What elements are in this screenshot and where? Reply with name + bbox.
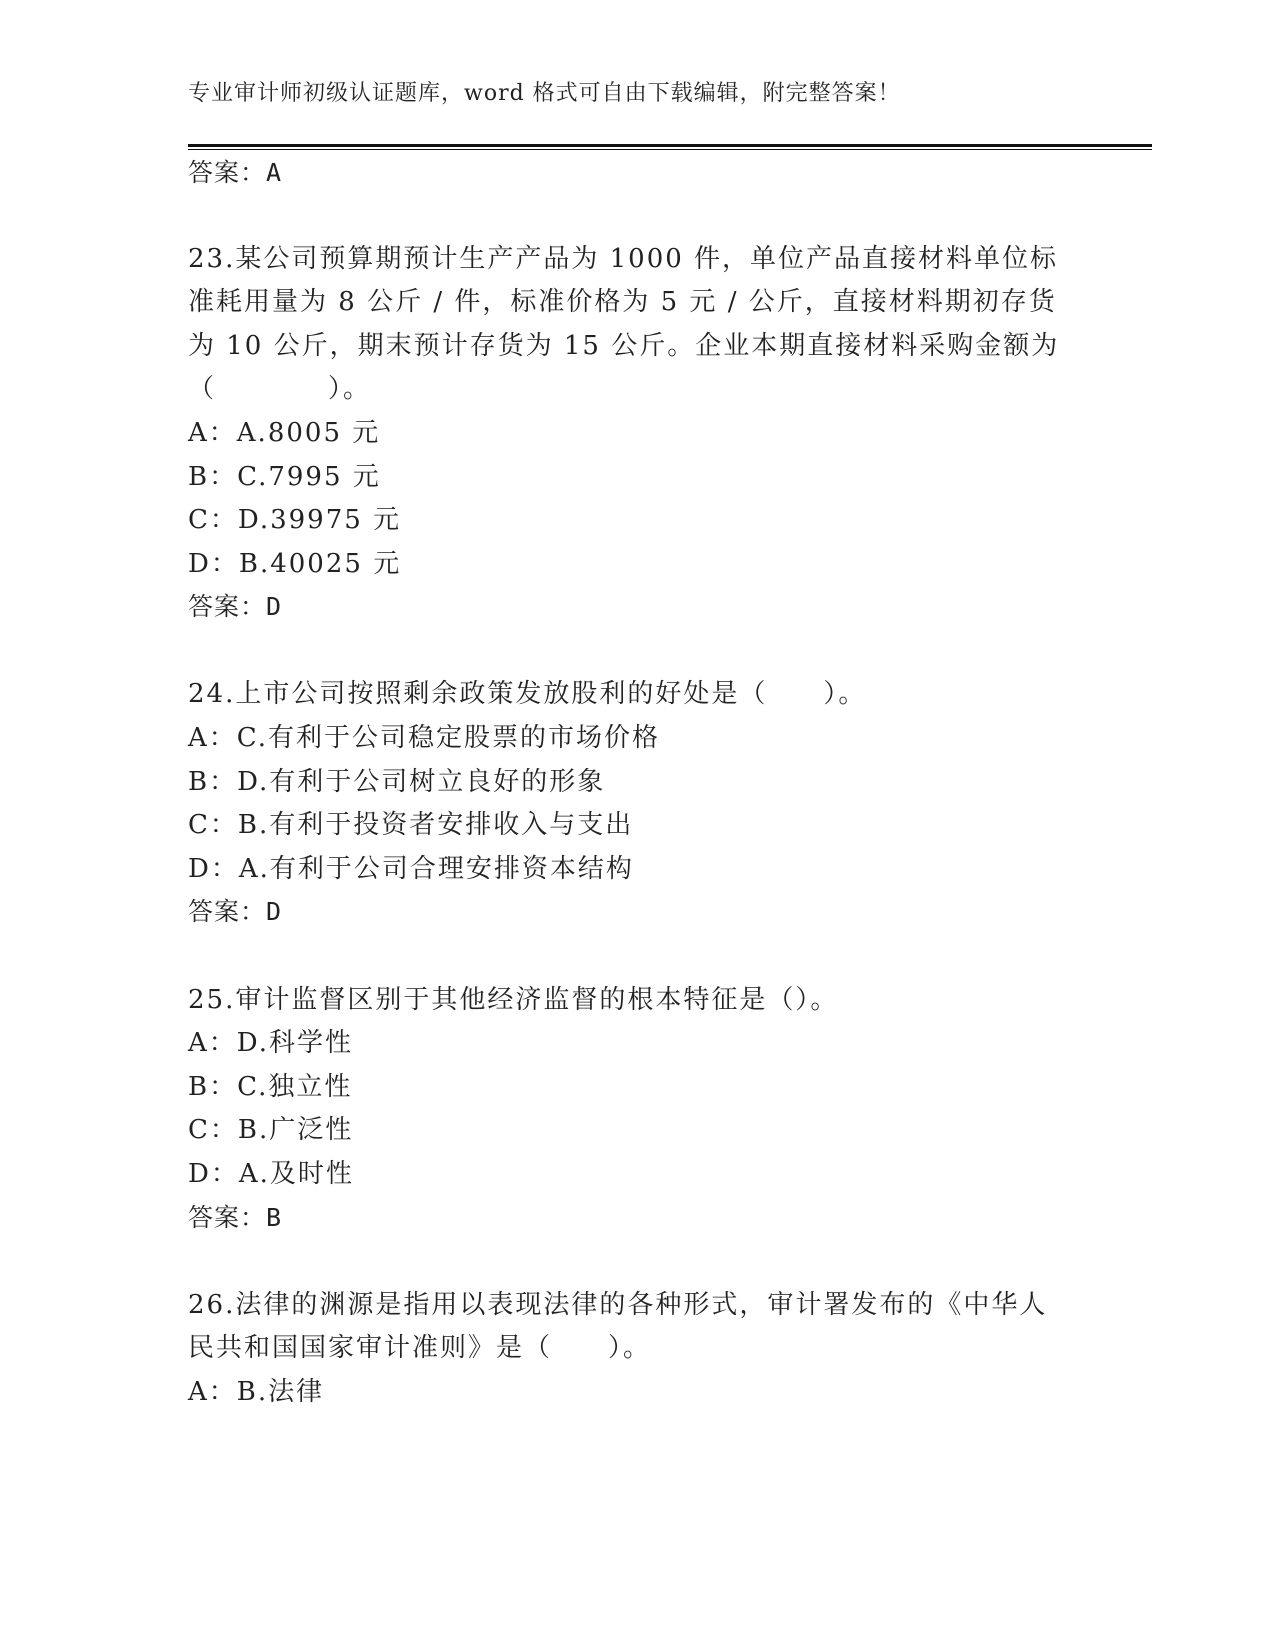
answer-value: A xyxy=(266,158,283,187)
option-a: A：C.有利于公司稳定股票的市场价格 xyxy=(188,723,661,753)
option-b: B：C.7995 元 xyxy=(188,462,381,492)
question-text-line: 25.审计监督区别于其他经济监督的根本特征是（）。 xyxy=(188,985,839,1015)
answer-value: D xyxy=(266,897,283,926)
answer-label: 答案： xyxy=(188,592,267,621)
header-rule-thin xyxy=(188,149,1152,150)
option-a: A：D.科学性 xyxy=(188,1028,353,1058)
option-a: A：A.8005 元 xyxy=(188,418,381,448)
option-d: D：A.及时性 xyxy=(188,1159,354,1189)
question-text-line: 准耗用量为 8 公斤 / 件，标准价格为 5 元 / 公斤，直接材料期初存货 xyxy=(188,287,1057,317)
option-c: C：B.有利于投资者安排收入与支出 xyxy=(188,810,634,840)
option-d: D：A.有利于公司合理安排资本结构 xyxy=(188,854,634,884)
option-c: C：B.广泛性 xyxy=(188,1115,354,1145)
option-b: B：C.独立性 xyxy=(188,1072,353,1102)
answer-line xyxy=(188,158,282,188)
question-text-line: 26.法律的渊源是指用以表现法律的各种形式，审计署发布的《中华人 xyxy=(188,1290,1048,1320)
header-rule-thick xyxy=(188,144,1152,147)
answer-line xyxy=(188,592,282,622)
option-a: A：B.法律 xyxy=(188,1377,325,1407)
question-text-line: 为 10 公斤，期末预计存货为 15 公斤。企业本期直接材料采购金额为 xyxy=(188,331,1060,361)
option-c: C：D.39975 元 xyxy=(188,505,402,535)
answer-value: D xyxy=(266,592,283,621)
question-text-line: （ ）。 xyxy=(188,374,372,404)
answer-label: 答案： xyxy=(188,158,267,187)
question-text-line: 民共和国国家审计准则》是（ ）。 xyxy=(188,1333,652,1363)
question-text-line: 24.上市公司按照剩余政策发放股利的好处是（ ）。 xyxy=(188,679,867,709)
header-text: 专业审计师初级认证题库，word 格式可自由下载编辑，附完整答案！ xyxy=(188,81,901,106)
question-text-line: 23.某公司预算期预计生产产品为 1000 件，单位产品直接材料单位标 xyxy=(188,244,1059,274)
option-b: B：D.有利于公司树立良好的形象 xyxy=(188,767,606,797)
answer-line xyxy=(188,897,282,927)
answer-label: 答案： xyxy=(188,1203,267,1232)
answer-label: 答案： xyxy=(188,897,267,926)
option-d: D：B.40025 元 xyxy=(188,549,402,579)
answer-line xyxy=(188,1203,282,1233)
answer-value: B xyxy=(266,1203,283,1232)
